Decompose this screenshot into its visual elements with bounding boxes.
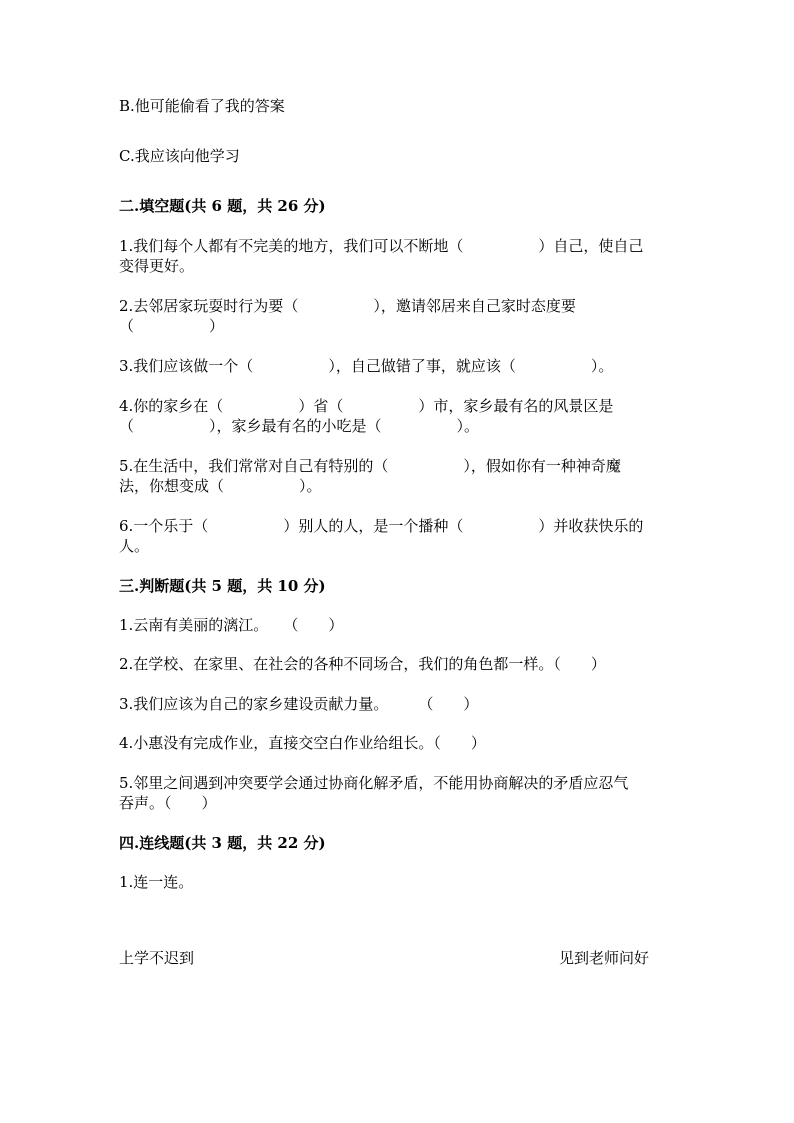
matching-question-1: 1.连一连。: [119, 873, 194, 891]
matching-right-item: 见到老师问好: [559, 949, 650, 967]
option-c: C.我应该向他学习: [119, 147, 240, 165]
fill-question-4-line-2: （ ），家乡最有名的小吃是（ ）。: [119, 417, 480, 435]
option-b: B.他可能偷看了我的答案: [119, 97, 285, 115]
fill-question-1-line-1: 1.我们每个人都有不完美的地方，我们可以不断地（ ）自己，使自己: [119, 237, 644, 255]
fill-question-1-line-2: 变得更好。: [119, 257, 195, 275]
section-heading-fill-blank: 二.填空题(共 6 题，共 26 分): [119, 197, 326, 215]
fill-question-6-line-2: 人。: [119, 537, 150, 555]
section-heading-matching: 四.连线题(共 3 题，共 22 分): [119, 834, 326, 852]
judge-question-2: 2.在学校、在家里、在社会的各种不同场合，我们的角色都一样。（ ）: [119, 655, 606, 673]
fill-question-5-line-2: 法，你想变成（ ）。: [119, 477, 322, 495]
fill-question-2-line-1: 2.去邻居家玩耍时行为要（ ），邀请邻居来自己家时态度要: [119, 297, 576, 315]
section-heading-true-false: 三.判断题(共 5 题，共 10 分): [119, 577, 326, 595]
judge-question-5-line-1: 5.邻里之间遇到冲突要学会通过协商化解矛盾，不能用协商解决的矛盾应忍气: [119, 774, 629, 792]
judge-question-3: 3.我们应该为自己的家乡建设贡献力量。 （ ）: [119, 695, 479, 713]
judge-question-1: 1.云南有美丽的漓江。 （ ）: [119, 616, 344, 634]
fill-question-2-line-2: （ ）: [119, 317, 225, 335]
fill-question-3: 3.我们应该做一个（ ），自己做错了事，就应该（ ）。: [119, 357, 614, 375]
fill-question-6-line-1: 6.一个乐于（ ）别人的人，是一个播种（ ）并收获快乐的: [119, 517, 644, 535]
fill-question-5-line-1: 5.在生活中，我们常常对自己有特别的（ ），假如你有一种神奇魔: [119, 457, 621, 475]
matching-left-item: 上学不迟到: [119, 949, 195, 967]
judge-question-4: 4.小惠没有完成作业，直接交空白作业给组长。（ ）: [119, 734, 486, 752]
fill-question-4-line-1: 4.你的家乡在（ ）省（ ）市，家乡最有名的风景区是: [119, 397, 614, 415]
judge-question-5-line-2: 吞声。（ ）: [119, 794, 217, 812]
